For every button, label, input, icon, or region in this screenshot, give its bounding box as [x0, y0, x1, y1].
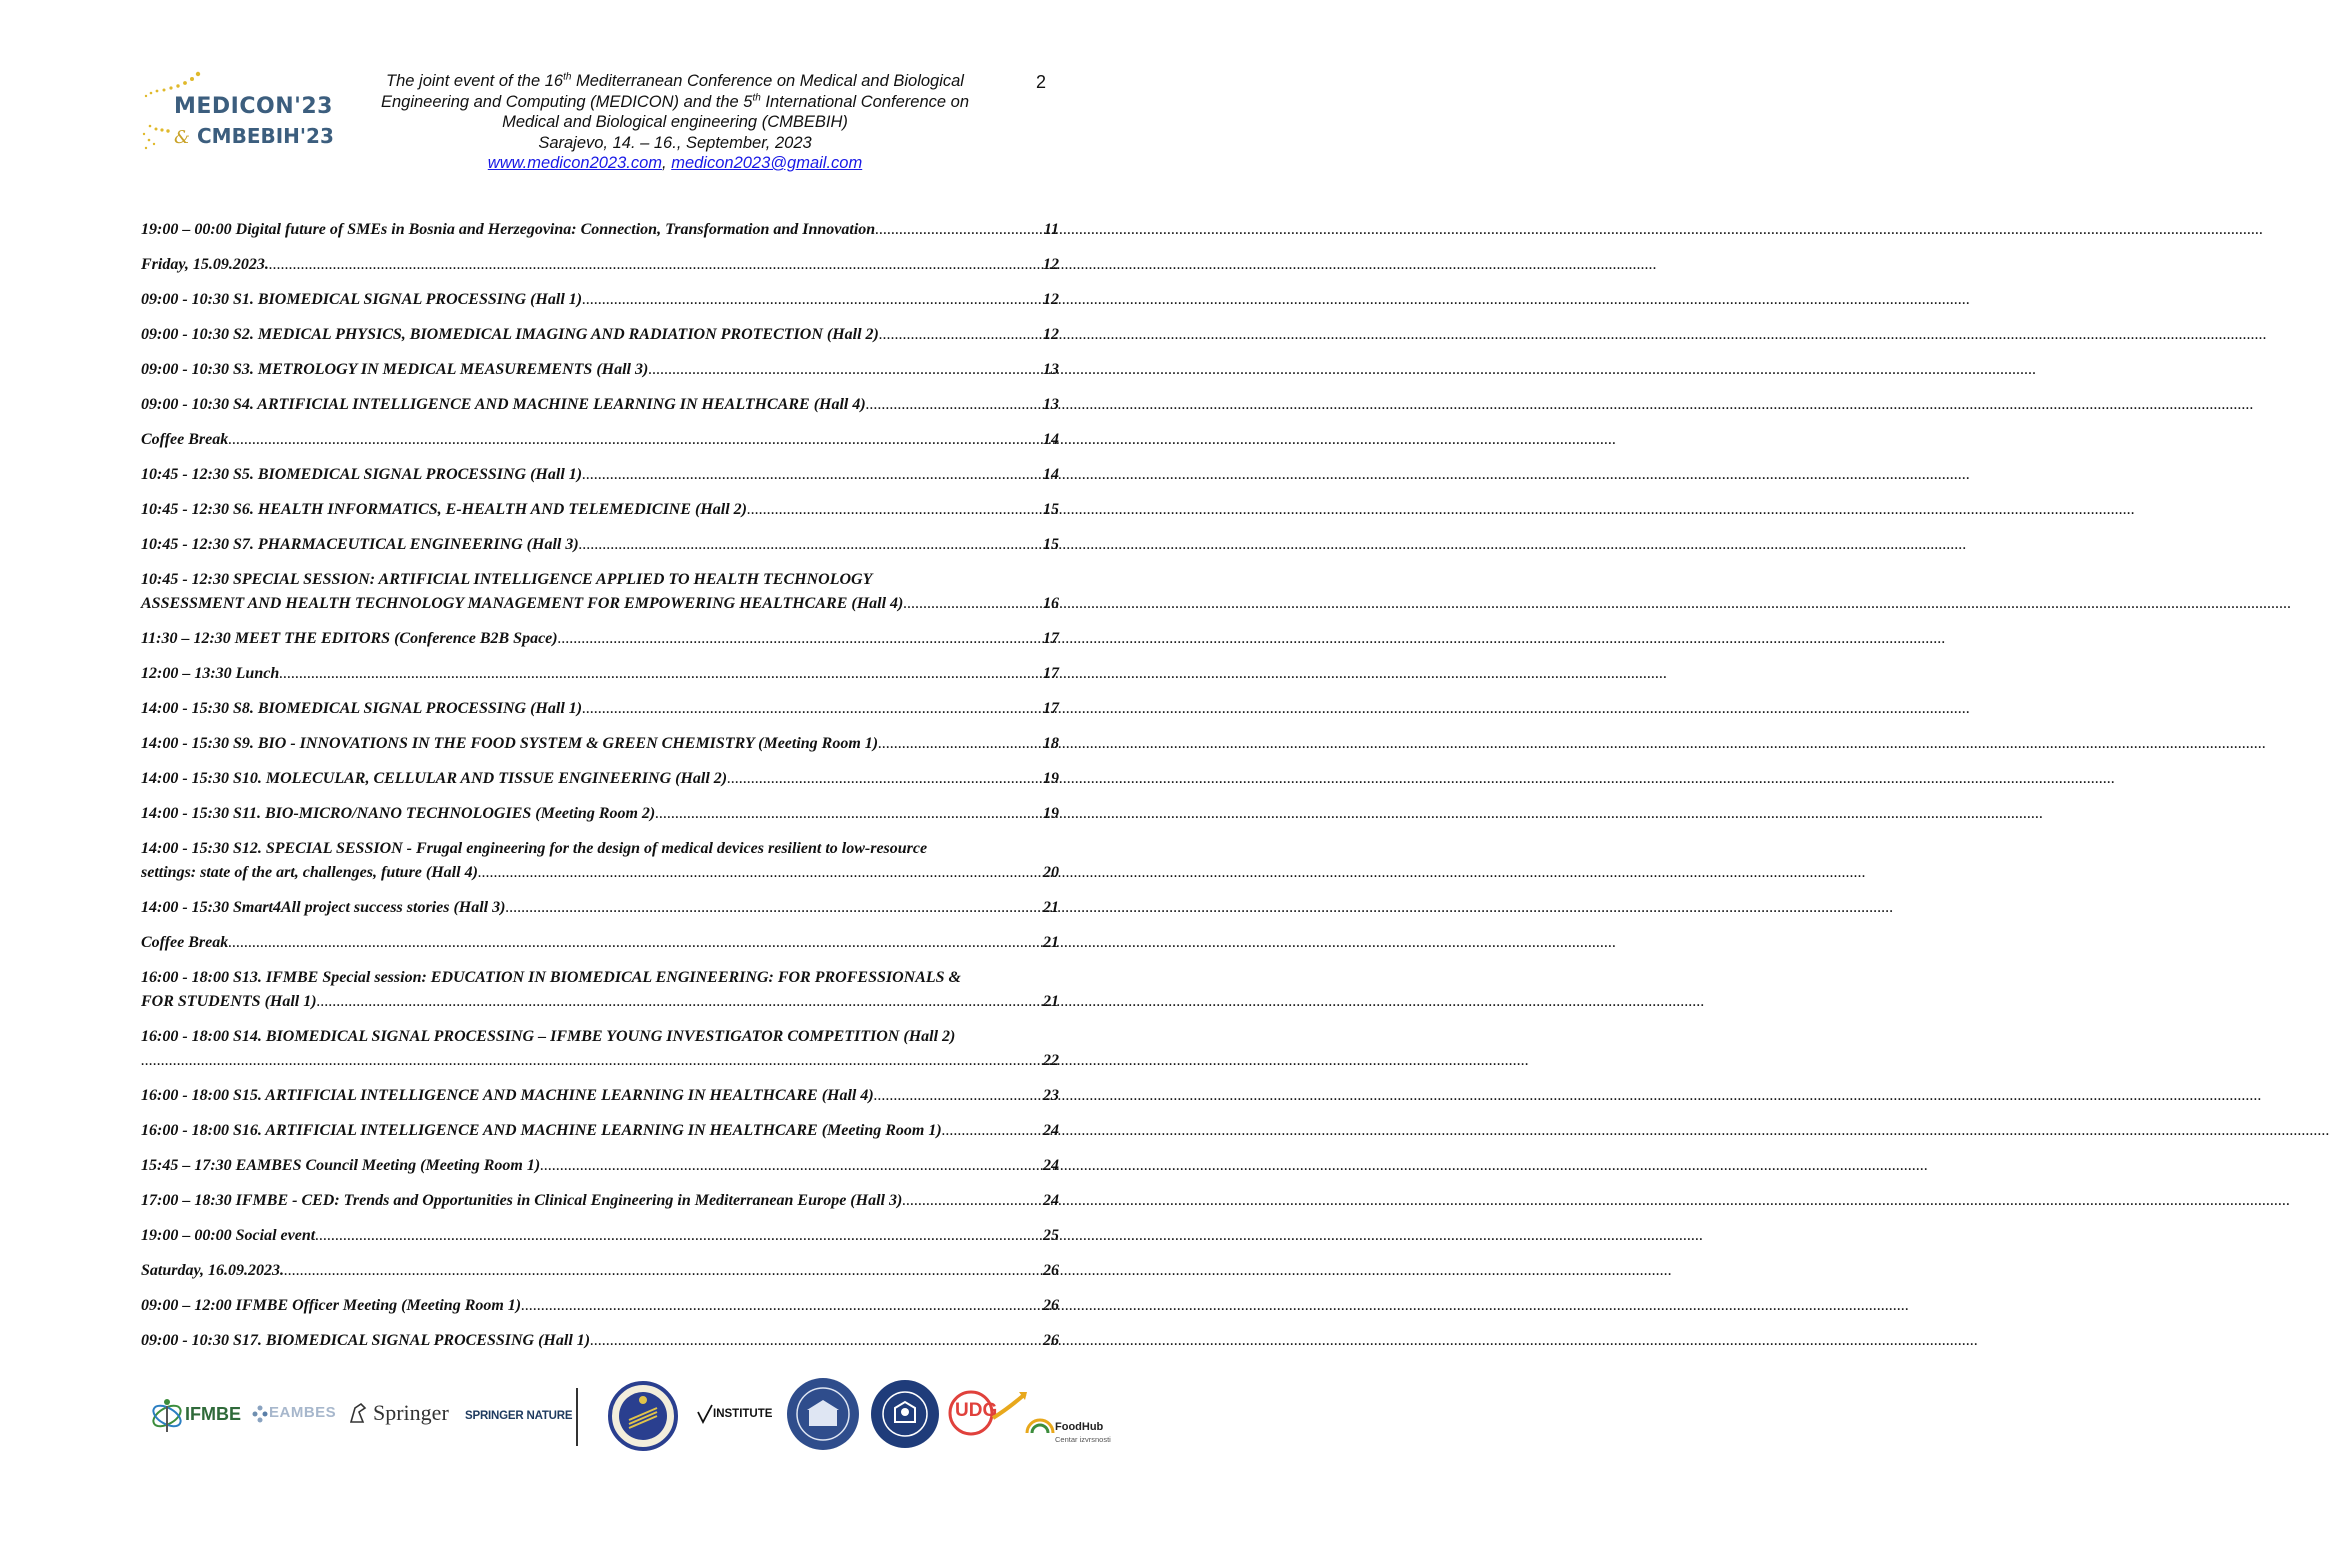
toc-page-number: 15	[1043, 536, 1059, 553]
toc-page-number: 24	[1043, 1192, 1059, 1209]
toc-entry[interactable]	[141, 1084, 1059, 1108]
toc-entry-line	[141, 732, 1059, 756]
toc-entry-title: 14:00 - 15:30 S10. MOLECULAR, CELLULAR AND TISSUE ENGINEERING (Hall 2)	[141, 770, 728, 787]
university-seal-icon	[607, 1380, 679, 1452]
ifmbe-logo-text: IFMBE	[185, 1404, 241, 1424]
foodhub-logo	[1025, 1420, 1125, 1456]
foodhub-arc-icon	[1025, 1420, 1055, 1434]
toc-entry-title-line: 10:45 - 12:30 SPECIAL SESSION: ARTIFICIAL INTELLIGENCE APPLIED TO HEALTH TECHNOLOGY	[141, 571, 873, 588]
toc-entry-title: 16:00 - 18:00 S16. ARTIFICIAL INTELLIGENCE AND MACHINE LEARNING IN HEALTHCARE (Meeting Room 1)	[141, 1122, 942, 1139]
eambes-logo	[251, 1402, 335, 1428]
toc-leader-dots	[579, 533, 1041, 557]
toc-leader-dots	[942, 1119, 1041, 1143]
header-line-2-sup: th	[752, 92, 761, 103]
toc-entry-line	[141, 1224, 1059, 1248]
university-seal-logo	[607, 1380, 679, 1452]
foodhub-logo-text: FoodHub	[1055, 1421, 1104, 1433]
institute-logo-text: INSTITUTE	[713, 1408, 773, 1420]
toc-page-number: 21	[1043, 934, 1059, 951]
header-line-1-sup: th	[563, 71, 572, 83]
toc-leader-dots	[866, 393, 1041, 417]
toc-entry-title: 10:45 - 12:30 S5. BIOMEDICAL SIGNAL PROCESSING (Hall 1)	[141, 466, 583, 483]
eambes-dots-icon	[251, 1404, 269, 1424]
toc-entry-title-line: 16:00 - 18:00 S14. BIOMEDICAL SIGNAL PROCESSING – IFMBE YOUNG INVESTIGATOR COMPETITION (Hall 2)	[141, 1028, 956, 1045]
toc-entry-title: 16:00 - 18:00 S15. ARTIFICIAL INTELLIGENCE AND MACHINE LEARNING IN HEALTHCARE (Hall 4)	[141, 1087, 874, 1104]
email-link[interactable]: medicon2023@gmail.com	[671, 154, 863, 172]
toc-page-number: 17	[1043, 700, 1059, 717]
toc-leader-dots	[582, 463, 1041, 487]
toc-page-number: 21	[1043, 992, 1059, 1010]
ifmbe-figure-icon	[149, 1394, 185, 1438]
toc-page-number: 13	[1043, 396, 1059, 413]
toc-entry-title: 10:45 - 12:30 S6. HEALTH INFORMATICS, E-HEALTH AND TELEMEDICINE (Hall 2)	[141, 501, 748, 518]
toc-entry-line	[141, 802, 1059, 826]
logo-divider	[576, 1388, 578, 1446]
toc-entry-line	[141, 697, 1059, 721]
toc-entry-title: Saturday, 16.09.2023.	[141, 1262, 284, 1279]
toc-entry[interactable]	[141, 837, 1059, 884]
toc-entry-title: FOR STUDENTS (Hall 1)	[141, 992, 317, 1010]
toc-leader-dots	[317, 990, 1041, 1014]
logo-subtitle	[174, 124, 334, 148]
toc-entry-title: Coffee Break	[141, 934, 229, 951]
toc-entry-title: 14:00 - 15:30 Smart4All project success stories (Hall 3)	[141, 899, 506, 916]
toc-entry-title: 10:45 - 12:30 S7. PHARMACEUTICAL ENGINEERING (Hall 3)	[141, 536, 579, 553]
sponsor-logos	[145, 1380, 1125, 1470]
toc-entry[interactable]	[141, 358, 1059, 382]
contact-separator: ,	[662, 154, 672, 172]
toc-page-number: 25	[1043, 1227, 1059, 1244]
toc-entry-title: 14:00 - 15:30 S9. BIO - INNOVATIONS IN THE FOOD SYSTEM & GREEN CHEMISTRY (Meeting Room 1)	[141, 735, 879, 752]
toc-leader-dots	[478, 861, 1041, 885]
logo-subtitle-text: CMBEBIH'23	[197, 124, 334, 148]
toc-leader-dots	[582, 697, 1041, 721]
toc-entry[interactable]	[141, 1294, 1059, 1318]
toc-entry-title: 09:00 - 10:30 S3. METROLOGY IN MEDICAL MEASUREMENTS (Hall 3)	[141, 361, 649, 378]
toc-entry-title-line: 16:00 - 18:00 S13. IFMBE Special session: EDUCATION IN BIOMEDICAL ENGINEERING: FOR PROFESSIONALS &	[141, 969, 961, 986]
toc-entry[interactable]	[141, 966, 1059, 1013]
toc-entry[interactable]	[141, 732, 1059, 756]
toc-leader-dots	[284, 1259, 1041, 1283]
toc-entry-line	[141, 627, 1059, 651]
toc-page-number: 16	[1043, 594, 1059, 612]
toc-entry-title: 12:00 – 13:30 Lunch	[141, 665, 280, 682]
toc-leader-dots	[878, 732, 1041, 756]
toc-page-number: 26	[1043, 1332, 1059, 1349]
toc-page-number: 17	[1043, 665, 1059, 682]
toc-entry-line	[141, 662, 1059, 686]
toc-page-number: 19	[1043, 805, 1059, 822]
toc-entry-title: settings: state of the art, challenges, future (Hall 4)	[141, 863, 478, 881]
toc-leader-dots	[228, 428, 1041, 452]
page-number: 2	[1036, 72, 1047, 92]
toc-entry-title: 11:30 – 12:30 MEET THE EDITORS (Conference B2B Space)	[141, 630, 558, 647]
toc-entry-title: 09:00 – 12:00 IFMBE Officer Meeting (Meeting Room 1)	[141, 1297, 522, 1314]
toc-leader-dots	[903, 592, 1041, 616]
institute-check-icon	[697, 1404, 713, 1424]
toc-entry-title: 09:00 - 10:30 S17. BIOMEDICAL SIGNAL PROCESSING (Hall 1)	[141, 1332, 591, 1349]
toc-entry-line	[141, 498, 1059, 522]
springer-logo	[347, 1400, 457, 1430]
toc-entry-line	[141, 533, 1059, 557]
ifmbe-logo	[149, 1394, 249, 1438]
toc-entry[interactable]	[141, 627, 1059, 651]
university-of-sarajevo-logo	[785, 1376, 861, 1452]
toc-entry-line	[141, 896, 1059, 920]
toc-leader-dots	[269, 253, 1041, 277]
toc-leader-dots	[540, 1154, 1041, 1178]
toc-entry-line	[141, 1189, 1059, 1213]
udg-logo-text: UDG	[955, 1400, 998, 1421]
header-line-3: Medical and Biological engineering (CMBEBIH)	[502, 113, 848, 131]
header-line-1-rest: Mediterranean Conference on Medical and Biological	[571, 72, 964, 90]
toc-entry-line	[141, 592, 1059, 616]
toc-leader-dots	[655, 802, 1041, 826]
toc-entry[interactable]	[141, 498, 1059, 522]
toc-entry-title: ASSESSMENT AND HEALTH TECHNOLOGY MANAGEMENT FOR EMPOWERING HEALTHCARE (Hall 4)	[141, 594, 904, 612]
toc-entry[interactable]	[141, 393, 1059, 417]
toc-page-number: 19	[1043, 770, 1059, 787]
website-link[interactable]: www.medicon2023.com	[487, 154, 663, 172]
toc-leader-dots	[315, 1224, 1041, 1248]
toc-entry[interactable]	[141, 428, 1059, 452]
toc-entry[interactable]	[141, 697, 1059, 721]
toc-entry[interactable]	[141, 1224, 1059, 1248]
springer-horse-icon	[347, 1400, 369, 1426]
toc-page-number: 26	[1043, 1262, 1059, 1279]
toc-entry-title: 09:00 - 10:30 S1. BIOMEDICAL SIGNAL PROCESSING (Hall 1)	[141, 291, 583, 308]
toc-entry-line	[141, 1049, 1059, 1073]
toc-page-number: 14	[1043, 466, 1059, 483]
toc-entry-title: 14:00 - 15:30 S8. BIOMEDICAL SIGNAL PROCESSING (Hall 1)	[141, 700, 583, 717]
foodhub-logo-subtext: Centar izvrsnosti	[1055, 1435, 1111, 1444]
toc-entry-line	[141, 253, 1059, 277]
toc-leader-dots	[874, 1084, 1041, 1108]
toc-leader-dots	[879, 323, 1041, 347]
eambes-logo-text: EAMBES	[269, 1404, 337, 1421]
toc-page-number: 12	[1043, 326, 1059, 343]
toc-entry-title-line: 14:00 - 15:30 S12. SPECIAL SESSION - Frugal engineering for the design of medical devices resilient to low-resource	[141, 840, 928, 857]
header-line-1-text: The joint event of the 16	[386, 72, 564, 90]
toc-leader-dots	[141, 1049, 1041, 1073]
toc-entry[interactable]	[141, 802, 1059, 826]
toc-leader-dots	[521, 1294, 1041, 1318]
toc-entry[interactable]	[141, 288, 1059, 312]
toc-entry[interactable]	[141, 931, 1059, 955]
toc-page-number: 26	[1043, 1297, 1059, 1314]
header-line-1	[345, 71, 1005, 92]
toc-entry-line	[141, 1154, 1059, 1178]
toc-entry-title: 09:00 - 10:30 S4. ARTIFICIAL INTELLIGENCE AND MACHINE LEARNING IN HEALTHCARE (Hall 4)	[141, 396, 866, 413]
institute-logo	[697, 1404, 787, 1428]
toc-entry-line	[141, 1259, 1059, 1283]
toc-entry[interactable]	[141, 1119, 1059, 1143]
logo-title: MEDICON'23	[174, 94, 333, 119]
toc-leader-dots	[902, 1189, 1041, 1213]
toc-entry-title: 19:00 – 00:00 Digital future of SMEs in Bosnia and Herzegovina: Connection, Transformation and Innovation	[141, 221, 876, 238]
toc-entry[interactable]	[141, 1259, 1059, 1283]
header-line-4: Sarajevo, 14. – 16., September, 2023	[538, 133, 812, 152]
toc-entry-title: 19:00 – 00:00 Social event	[141, 1227, 316, 1244]
toc-leader-dots	[582, 288, 1041, 312]
toc-leader-dots	[279, 662, 1041, 686]
toc-entry-line	[141, 358, 1059, 382]
university-of-banja-luka-logo	[869, 1378, 941, 1450]
toc-page-number: 12	[1043, 256, 1059, 273]
toc-entry[interactable]	[141, 1025, 1059, 1072]
toc-page-number: 24	[1043, 1157, 1059, 1174]
toc-entry-line	[141, 1084, 1059, 1108]
toc-entry[interactable]	[141, 1154, 1059, 1178]
header-line-2-text: Engineering and Computing (MEDICON) and the 5	[380, 92, 753, 111]
toc-entry[interactable]	[141, 463, 1059, 487]
springer-nature-logo-text: SPRINGER NATURE	[465, 1410, 573, 1422]
toc-entry-title: Coffee Break	[141, 431, 229, 448]
toc-entry[interactable]	[141, 253, 1059, 277]
toc-entry[interactable]	[141, 767, 1059, 791]
toc-entry-title: Friday, 15.09.2023.	[141, 256, 269, 273]
springer-nature-logo	[465, 1406, 573, 1426]
conference-logo	[140, 64, 340, 160]
toc-page-number: 12	[1043, 291, 1059, 308]
toc-entry[interactable]	[141, 1329, 1059, 1353]
toc-page-number: 20	[1043, 863, 1059, 881]
toc-leader-dots	[228, 931, 1041, 955]
toc-entry-line	[141, 861, 1059, 885]
toc-page-number: 13	[1043, 361, 1059, 378]
toc-entry[interactable]	[141, 533, 1059, 557]
toc-leader-dots	[558, 627, 1041, 651]
toc-entry-line	[141, 1294, 1059, 1318]
toc-page-number: 11	[1043, 221, 1059, 238]
toc-entry[interactable]	[141, 1189, 1059, 1213]
toc-entry[interactable]	[141, 662, 1059, 686]
toc-page-number: 23	[1043, 1087, 1059, 1104]
toc-entry-title: 17:00 – 18:30 IFMBE - CED: Trends and Opportunities in Clinical Engineering in Mediterranean Europe (Hall 3)	[141, 1192, 903, 1209]
toc-entry-line	[141, 323, 1059, 347]
toc-entry[interactable]	[141, 568, 1059, 615]
toc-entry[interactable]	[141, 323, 1059, 347]
toc-entry-title: 14:00 - 15:30 S11. BIO-MICRO/NANO TECHNOLOGIES (Meeting Room 2)	[141, 805, 656, 822]
toc-leader-dots	[747, 498, 1041, 522]
banja-luka-seal-icon	[869, 1378, 941, 1450]
toc-entry-line	[141, 767, 1059, 791]
udg-logo	[949, 1388, 1029, 1438]
toc-leader-dots	[875, 218, 1042, 242]
toc-entry-line	[141, 428, 1059, 452]
toc-leader-dots	[590, 1329, 1041, 1353]
toc-leader-dots	[505, 896, 1041, 920]
header-line-2-rest: International Conference on	[760, 92, 970, 111]
toc-entry-line	[141, 393, 1059, 417]
toc-entry[interactable]	[141, 218, 1059, 242]
toc-entry-line	[141, 218, 1059, 242]
header-contacts	[345, 153, 1005, 174]
toc-entry-title: 15:45 – 17:30 EAMBES Council Meeting (Meeting Room 1)	[141, 1157, 541, 1174]
toc-entry[interactable]	[141, 896, 1059, 920]
toc-page-number: 22	[1043, 1051, 1059, 1069]
toc-page-number: 24	[1043, 1122, 1059, 1139]
header-line-2	[345, 92, 1005, 113]
toc-page-number: 18	[1043, 735, 1059, 752]
conference-header	[345, 71, 1005, 174]
toc-entry-line	[141, 1119, 1059, 1143]
springer-logo-text: Springer	[373, 1400, 449, 1425]
toc-entry-title: 09:00 - 10:30 S2. MEDICAL PHYSICS, BIOMEDICAL IMAGING AND RADIATION PROTECTION (Hall 2)	[141, 326, 879, 343]
toc-page-number: 15	[1043, 501, 1059, 518]
toc-leader-dots	[648, 358, 1041, 382]
toc-page-number: 17	[1043, 630, 1059, 647]
toc-entry-line	[141, 990, 1059, 1014]
toc-leader-dots	[727, 767, 1041, 791]
toc-page-number: 14	[1043, 431, 1059, 448]
toc-entry-line	[141, 931, 1059, 955]
toc-page-number: 21	[1043, 899, 1059, 916]
toc-entry-line	[141, 463, 1059, 487]
sarajevo-seal-icon	[785, 1376, 861, 1452]
toc-entry-line	[141, 1329, 1059, 1353]
logo-ampersand: &	[174, 127, 191, 148]
toc-entry-line	[141, 288, 1059, 312]
